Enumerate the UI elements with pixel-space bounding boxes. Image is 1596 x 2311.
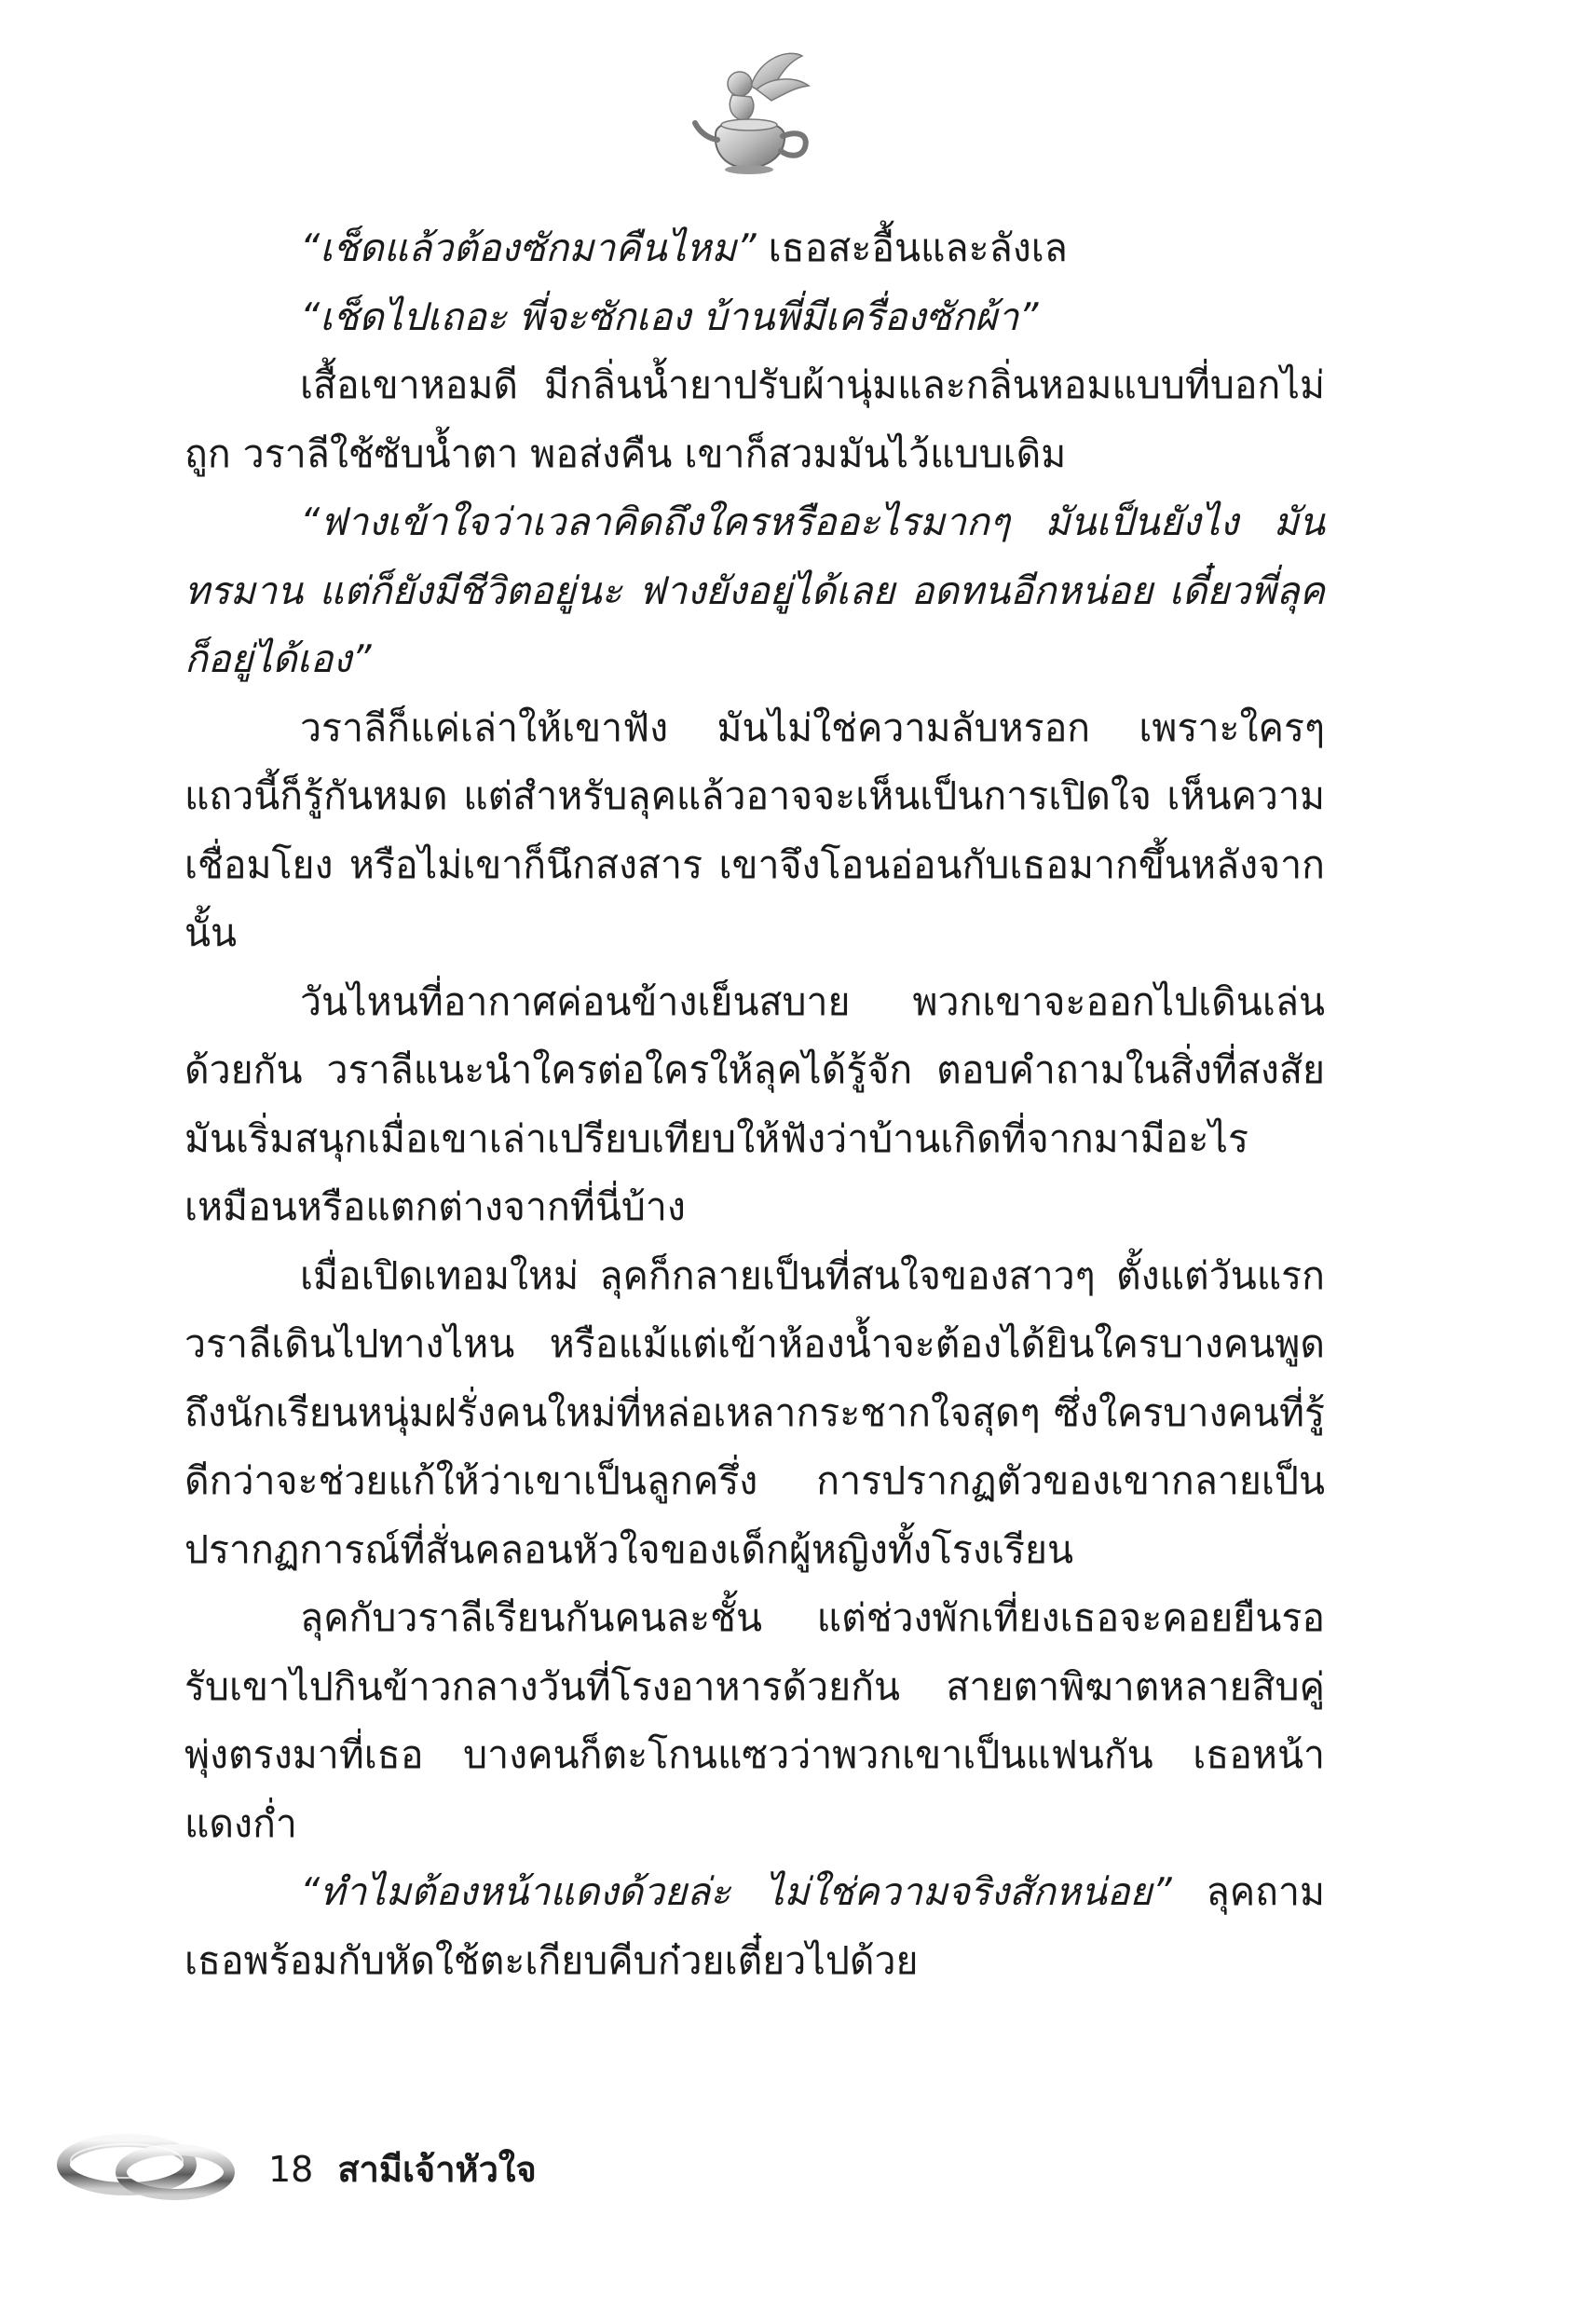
dialogue-quote: “ทำไมต้องหน้าแดงด้วยล่ะ ไม่ใช่ความจริงสักหน่อย” bbox=[300, 1869, 1172, 1914]
paragraph bbox=[184, 1242, 1325, 1585]
page-number: 18 bbox=[268, 2149, 314, 2190]
page-footer bbox=[268, 2146, 537, 2193]
page-body bbox=[184, 214, 1325, 1995]
paragraph bbox=[184, 488, 1325, 694]
wedding-rings-icon bbox=[54, 2120, 240, 2213]
narration: วราลีก็แค่เล่าให้เขาฟัง มันไม่ใช่ความลับหรอก เพราะใครๆ แถวนี้ก็รู้กันหมด แต่สำหรับลุคแล้วอาจจะเห็นเป็นการเปิดใจ เห็นความเชื่อมโยง หรือไม่เขาก็นึกสงสาร เขาจึงโอนอ่อนกับเธอมากขึ้นหลังจากนั้น bbox=[184, 704, 1325, 955]
paragraph bbox=[184, 968, 1325, 1242]
paragraph bbox=[184, 694, 1325, 968]
narration: วันไหนที่อากาศค่อนข้างเย็นสบาย พวกเขาจะออกไปเดินเล่นด้วยกัน วราลีแนะนำใครต่อใครให้ลุคได้รู้จัก ตอบคำถามในสิ่งที่สงสัย มันเริ่มสนุกเมื่อเขาเล่าเปรียบเทียบให้ฟังว่าบ้านเกิดที่จากมามีอะไรเหมือนหรือแตกต่างจากที่นี่บ้าง bbox=[184, 978, 1325, 1229]
book-title: สามีเจ้าหัวใจ bbox=[337, 2149, 537, 2190]
paragraph bbox=[184, 214, 1325, 283]
narration: เมื่อเปิดเทอมใหม่ ลุคก็กลายเป็นที่สนใจของสาวๆ ตั้งแต่วันแรก วราลีเดินไปทางไหน หรือแม้แต่เข้าห้องน้ำจะต้องได้ยินใครบางคนพูดถึงนักเรียนหนุ่มฝรั่งคนใหม่ที่หล่อเหลากระชากใจสุดๆ ซึ่งใครบางคนที่รู้ดีกว่าจะช่วยแก้ให้ว่าเขาเป็นลูกครึ่ง การปรากฏตัวของเขากลายเป็นปรากฏการณ์ที่สั่นคลอนหัวใจของเด็กผู้หญิงทั้งโรงเรียน bbox=[184, 1252, 1325, 1572]
paragraph bbox=[184, 1584, 1325, 1858]
narration: เสื้อเขาหอมดี มีกลิ่นน้ำยาปรับผ้านุ่มและกลิ่นหอมแบบที่บอกไม่ถูก วราลีใช้ซับน้ำตา พอส่งคืน เขาก็สวมมันไว้แบบเดิม bbox=[184, 362, 1325, 476]
angel-teapot-ornament-icon bbox=[686, 48, 825, 179]
narration: ลุคกับวราลีเรียนกันคนละชั้น แต่ช่วงพักเที่ยงเธอจะคอยยืนรอรับเขาไปกินข้าวกลางวันที่โรงอาหารด้วยกัน สายตาพิฆาตหลายสิบคู่พุ่งตรงมาที่เธอ บางคนก็ตะโกนแซวว่าพวกเขาเป็นแฟนกัน เธอหน้าแดงก่ำ bbox=[184, 1595, 1325, 1846]
narration: เธอสะอื้นและลังเล bbox=[756, 226, 1068, 270]
dialogue-quote: “เช็ดไปเถอะ พี่จะซักเอง บ้านพี่มีเครื่องซักผ้า” bbox=[300, 294, 1039, 339]
dialogue-quote: “ฟางเข้าใจว่าเวลาคิดถึงใครหรืออะไรมากๆ มันเป็นยังไง มันทรมาน แต่ก็ยังมีชีวิตอยู่นะ ฟางยังอยู่ได้เลย อดทนอีกหน่อย เดี๋ยวพี่ลุคก็อยู่ได้เอง” bbox=[184, 499, 1325, 681]
paragraph bbox=[184, 1858, 1325, 1995]
paragraph bbox=[184, 351, 1325, 488]
paragraph bbox=[184, 283, 1325, 352]
narration: ลุคถามเธอพร้อมกับหัดใช้ตะเกียบคีบก๋วยเตี๋ยวไปด้วย bbox=[184, 1869, 1325, 1983]
dialogue-quote: “เช็ดแล้วต้องซักมาคืนไหม” bbox=[300, 226, 757, 270]
